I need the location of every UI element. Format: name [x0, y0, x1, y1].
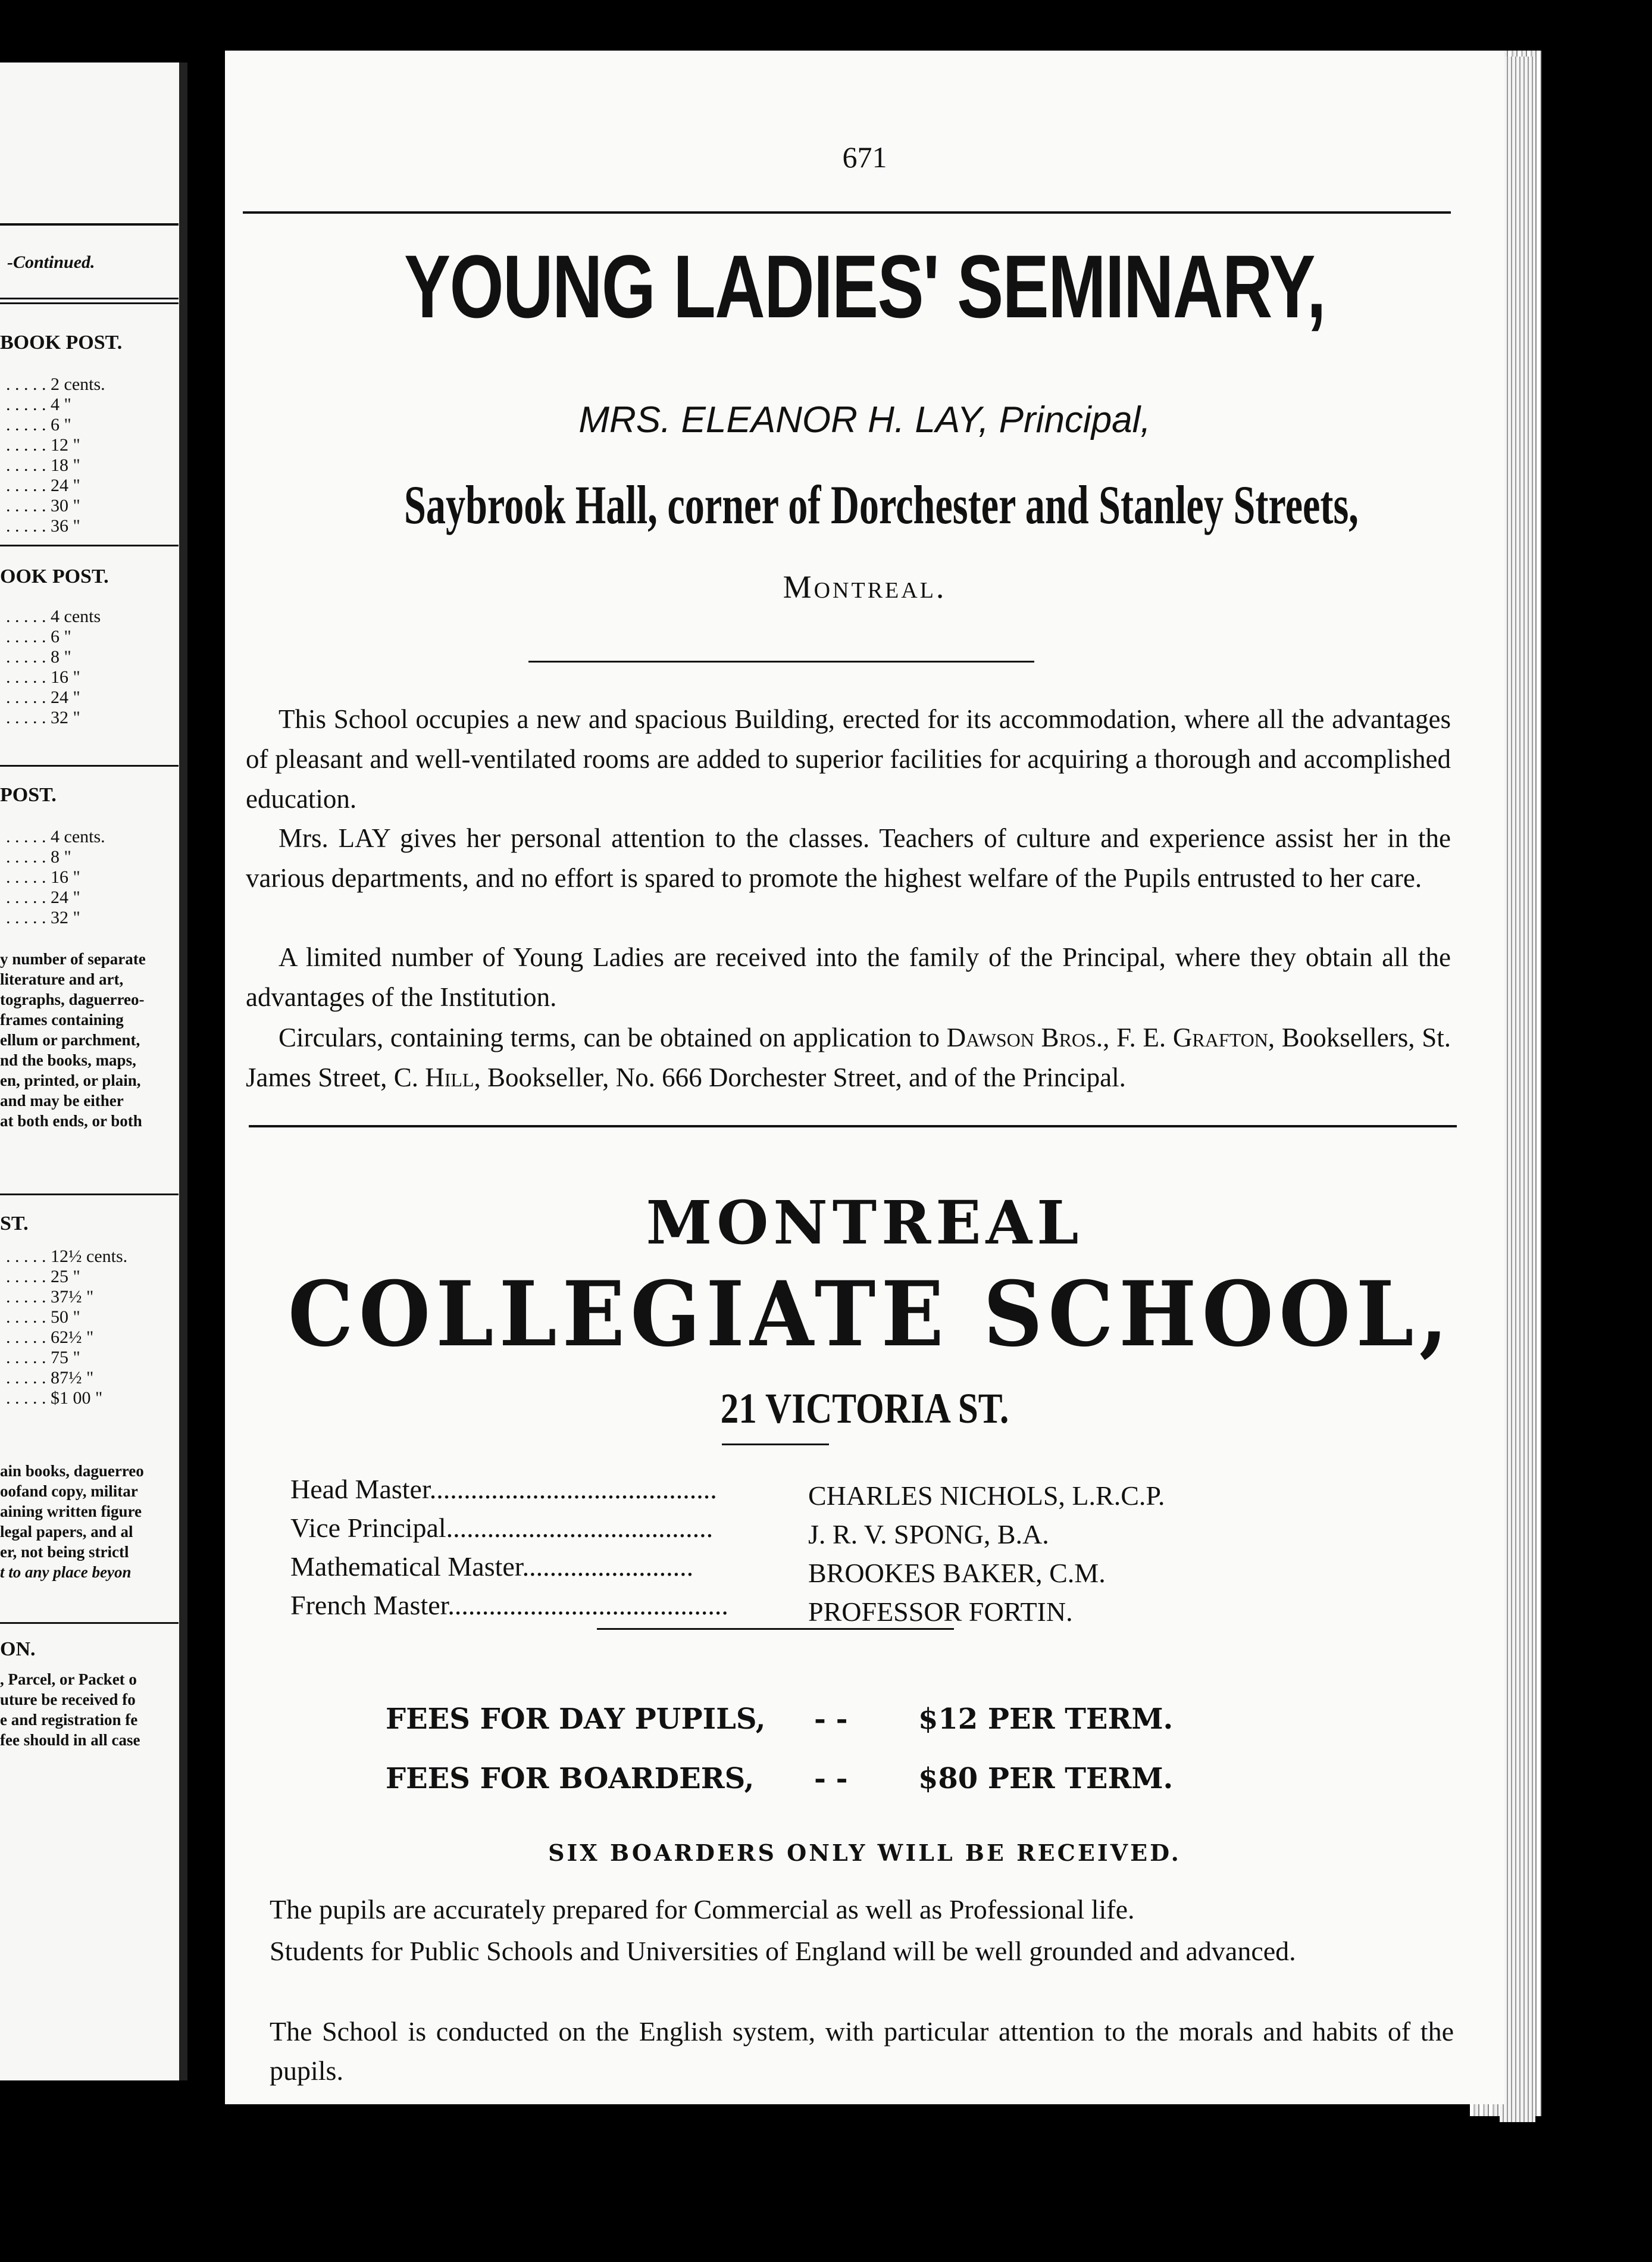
fee-amount: $12 PER TERM.: [918, 1702, 1174, 1736]
collegiate-paragraph: The School is conducted on the English system, with particular attention to the morals and habits of the pupils.: [270, 2016, 1454, 2086]
page-gutter: [179, 63, 187, 2080]
divider: [0, 1622, 179, 1624]
section-title: POST.: [0, 784, 57, 806]
main-page: [225, 51, 1504, 2104]
staff-name: BROOKES BAKER, C.M.: [808, 1558, 1106, 1588]
note-line: and may be either: [0, 1092, 124, 1110]
staff-role: Vice Principal.......................................: [290, 1513, 714, 1543]
staff-row: [290, 1512, 1362, 1550]
staff-role: Head Master..........................................: [290, 1474, 717, 1504]
staff-role: French Master.........................................: [290, 1590, 728, 1620]
divider: [0, 223, 179, 226]
note-line: fee should in all case: [0, 1731, 140, 1749]
rate-line: . . . . . 2 cents.: [6, 374, 105, 394]
note-line: e and registration fe: [0, 1711, 138, 1729]
rate-line: . . . . . 36 ": [6, 516, 80, 536]
divider: [243, 211, 1451, 214]
page-number: 671: [842, 140, 887, 174]
collegiate-paragraph: Students for Public Schools and Universities of England will be well grounded and advanced.: [270, 1936, 1296, 1966]
staff-row: [290, 1589, 1362, 1627]
seminary-paragraph: This School occupies a new and spacious Building, erected for its accommodation, where all the advantages of pleasant and well-ventilated rooms are added to superior facilities for acquiring a thorough and accomplished education.: [246, 704, 1451, 814]
seminary-paragraph: A limited number of Young Ladies are received into the family of the Principal, where they obtain all the advantages of the Institution.: [246, 942, 1451, 1012]
rate-line: . . . . . 4 cents.: [6, 827, 105, 846]
collegiate-paragraph: The pupils are accurately prepared for Commercial as well as Professional life.: [270, 1894, 1135, 1924]
staff-name: PROFESSOR FORTIN.: [808, 1596, 1073, 1627]
rate-line: . . . . . 50 ": [6, 1307, 80, 1327]
rate-line: . . . . . 4 cents: [6, 607, 101, 626]
rate-line: . . . . . $1 00 ": [6, 1388, 103, 1408]
rate-line: . . . . . 8 ": [6, 847, 71, 867]
section-title: ST.: [0, 1213, 29, 1235]
city-line: Montreal.: [783, 569, 947, 605]
divider: [597, 1628, 954, 1630]
rate-line: . . . . . 87½ ": [6, 1368, 94, 1388]
rate-line: . . . . . 32 ": [6, 708, 80, 727]
seminary-paragraph: Mrs. LAY gives her personal attention to the classes. Teachers of culture and experience assist her in the various departments, and no effort is spared to promote the highest welfare of the Pupils entrusted to her care.: [246, 823, 1451, 893]
fee-label: FEES FOR DAY PUPILS,: [386, 1702, 766, 1736]
page-edges: [1500, 57, 1535, 2122]
divider: [249, 1125, 1457, 1127]
montreal-heading: MONTREAL: [646, 1188, 1084, 1258]
collegiate-school-heading: COLLEGIATE SCHOOL,: [287, 1262, 1454, 1367]
note-line: , Parcel, or Packet o: [0, 1670, 137, 1688]
divider: [0, 1194, 179, 1195]
seminary-title: YOUNG LADIES' SEMINARY,: [404, 236, 1325, 336]
divider: [0, 298, 179, 299]
rate-line: . . . . . 30 ": [6, 496, 80, 515]
principal-line: MRS. ELEANOR H. LAY, Principal,: [578, 399, 1151, 440]
fee-separator: - -: [814, 1702, 848, 1736]
note-line: legal papers, and al: [0, 1523, 133, 1541]
rate-line: . . . . . 4 ": [6, 395, 71, 414]
continued-label: -Continued.: [7, 252, 95, 272]
note-line: frames containing: [0, 1011, 124, 1029]
rate-line: . . . . . 37½ ": [6, 1287, 94, 1307]
note-line: at both ends, or both: [0, 1112, 142, 1130]
divider: [722, 1444, 829, 1445]
divider: [0, 302, 179, 304]
rate-line: . . . . . 75 ": [6, 1348, 80, 1367]
staff-row: [290, 1551, 1362, 1589]
staff-name: J. R. V. SPONG, B.A.: [808, 1519, 1049, 1549]
rate-line: . . . . . 6 ": [6, 415, 71, 435]
address-line: Saybrook Hall, corner of Dorchester and Stanley Streets,: [403, 474, 1359, 535]
note-line: oofand copy, militar: [0, 1482, 138, 1500]
fee-amount: $80 PER TERM.: [918, 1762, 1174, 1795]
rate-line: . . . . . 24 ": [6, 888, 80, 907]
divider: [528, 661, 1034, 663]
note-line: aining written figure: [0, 1502, 142, 1520]
note-line: uture be received fo: [0, 1691, 136, 1708]
rate-line: . . . . . 24 ": [6, 688, 80, 707]
rate-line: . . . . . 62½ ": [6, 1327, 94, 1347]
rate-line: . . . . . 18 ": [6, 455, 80, 475]
section-title: OOK POST.: [0, 566, 109, 588]
staff-role: Mathematical Master.........................: [290, 1551, 694, 1582]
rate-line: . . . . . 12 ": [6, 435, 80, 455]
rate-line: . . . . . 24 ": [6, 476, 80, 495]
note-line: nd the books, maps,: [0, 1051, 136, 1069]
fee-label: FEES FOR BOARDERS,: [386, 1762, 755, 1795]
note-line: en, printed, or plain,: [0, 1071, 141, 1089]
section-title: BOOK POST.: [0, 332, 123, 354]
note-line: literature and art,: [0, 970, 124, 988]
note-line: ain books, daguerreo: [0, 1462, 144, 1480]
staff-row: [290, 1473, 1362, 1511]
left-partial-page: [0, 63, 187, 2080]
rate-line: . . . . . 25 ": [6, 1267, 80, 1286]
street-address: 21 VICTORIA ST.: [720, 1385, 1009, 1432]
note-line: tographs, daguerreo-: [0, 991, 145, 1008]
rate-line: . . . . . 32 ": [6, 908, 80, 927]
staff-name: CHARLES NICHOLS, L.R.C.P.: [808, 1480, 1165, 1511]
note-line: ellum or parchment,: [0, 1031, 140, 1049]
rate-line: . . . . . 6 ": [6, 627, 71, 646]
rate-line: . . . . . 16 ": [6, 867, 80, 887]
note-line: t to any place beyon: [0, 1563, 132, 1581]
section-title: ON.: [0, 1638, 36, 1660]
rate-line: . . . . . 12½ cents.: [6, 1246, 128, 1266]
seminary-paragraph: Circulars, containing terms, can be obtained on application to Dawson Bros., F. E. Grafton, Booksellers, St. James Street, C. Hill, Bookseller, No. 666 Dorchester Street, and of the Principal.: [246, 1023, 1451, 1092]
note-line: y number of separate: [0, 950, 146, 968]
fee-separator: - -: [814, 1762, 848, 1795]
rate-line: . . . . . 8 ": [6, 647, 71, 667]
rate-line: . . . . . 16 ": [6, 667, 80, 687]
divider: [0, 765, 179, 767]
boarders-note: SIX BOARDERS ONLY WILL BE RECEIVED.: [548, 1839, 1181, 1866]
note-line: er, not being strictl: [0, 1543, 129, 1561]
divider: [0, 545, 179, 546]
